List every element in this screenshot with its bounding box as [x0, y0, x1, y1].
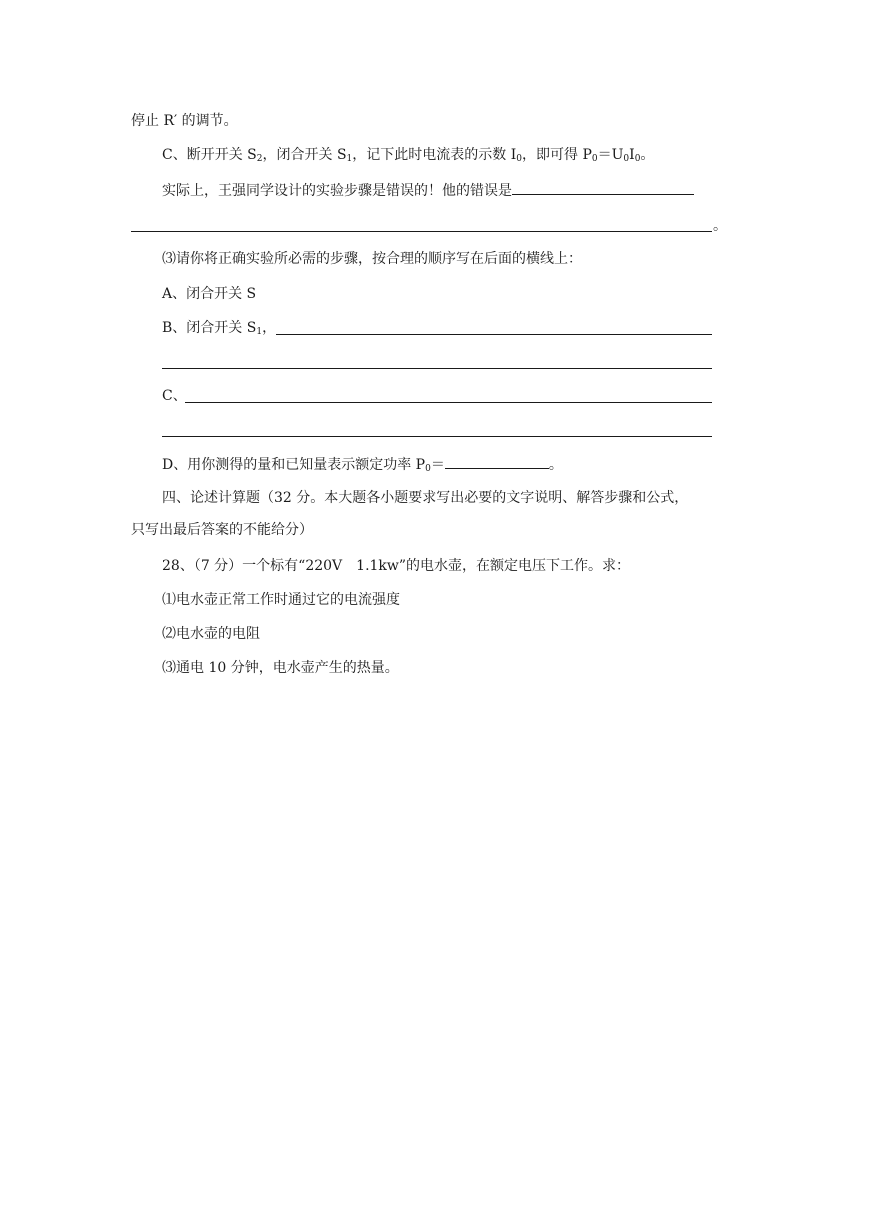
question-28-part-2: ⑵电水壶的电阻	[162, 626, 260, 642]
period-mark: 。	[713, 218, 727, 234]
step-c-new: C、	[162, 388, 187, 404]
step-c-part-g: 。	[640, 147, 655, 163]
question-28-part-1: ⑴电水壶正常工作时通过它的电流强度	[162, 592, 400, 608]
section-4-heading: 四、论述计算题（32 分。本大题各小题要求写出必要的文字说明、解答步骤和公式，	[162, 490, 689, 506]
step-c-part-b: ，闭合开关 S	[262, 147, 347, 163]
subscript: 0	[425, 464, 431, 474]
step-c-part-e: ＝U	[597, 147, 624, 163]
question-28-part-3: ⑶通电 10 分钟，电水壶产生的热量。	[162, 660, 399, 676]
step-c-part-d: ，即可得 P	[522, 147, 592, 163]
subscript: 0	[591, 154, 598, 164]
step-b-label: B、闭合开关 S	[162, 320, 257, 336]
answer-blank[interactable]	[512, 180, 694, 195]
answer-line[interactable]	[185, 402, 712, 403]
mistake-prompt: 实际上，王强同学设计的实验步骤是错误的！他的错误是	[162, 183, 512, 199]
step-d-equals: ＝	[430, 457, 445, 473]
step-c-original	[162, 145, 654, 165]
subscript: 1	[256, 327, 263, 337]
subscript: 0	[623, 154, 630, 164]
text-stop-adjust: 停止 R′ 的调节。	[131, 113, 238, 129]
step-c-part-f: I	[629, 147, 635, 163]
question-28: 28、（7 分）一个标有“220V 1.1kw”的电水壶，在额定电压下工作。求：	[162, 558, 631, 574]
q3-prompt: ⑶请你将正确实验所必需的步骤，按合理的顺序写在后面的横线上：	[162, 251, 582, 267]
step-c-part-c: ，记下此时电流表的示数 I	[352, 147, 517, 163]
mistake-question	[162, 180, 694, 201]
step-b	[162, 318, 276, 338]
step-d-period: 。	[548, 457, 563, 473]
answer-line[interactable]	[276, 334, 712, 335]
subscript: 0	[634, 154, 641, 164]
section-4-heading-cont: 只写出最后答案的不能给分）	[131, 522, 313, 538]
step-b-comma: ，	[262, 320, 277, 336]
step-d-label: D、用你测得的量和已知量表示额定功率 P	[162, 457, 426, 473]
subscript: 0	[516, 154, 522, 164]
subscript: 1	[346, 154, 353, 164]
answer-line[interactable]	[131, 231, 712, 232]
step-a: A、闭合开关 S	[162, 286, 257, 302]
step-d	[162, 454, 563, 475]
answer-line[interactable]	[162, 368, 712, 369]
answer-blank[interactable]	[445, 454, 549, 469]
subscript: 2	[256, 154, 263, 164]
step-c-part-a: C、断开开关 S	[162, 147, 257, 163]
answer-line[interactable]	[162, 436, 712, 437]
